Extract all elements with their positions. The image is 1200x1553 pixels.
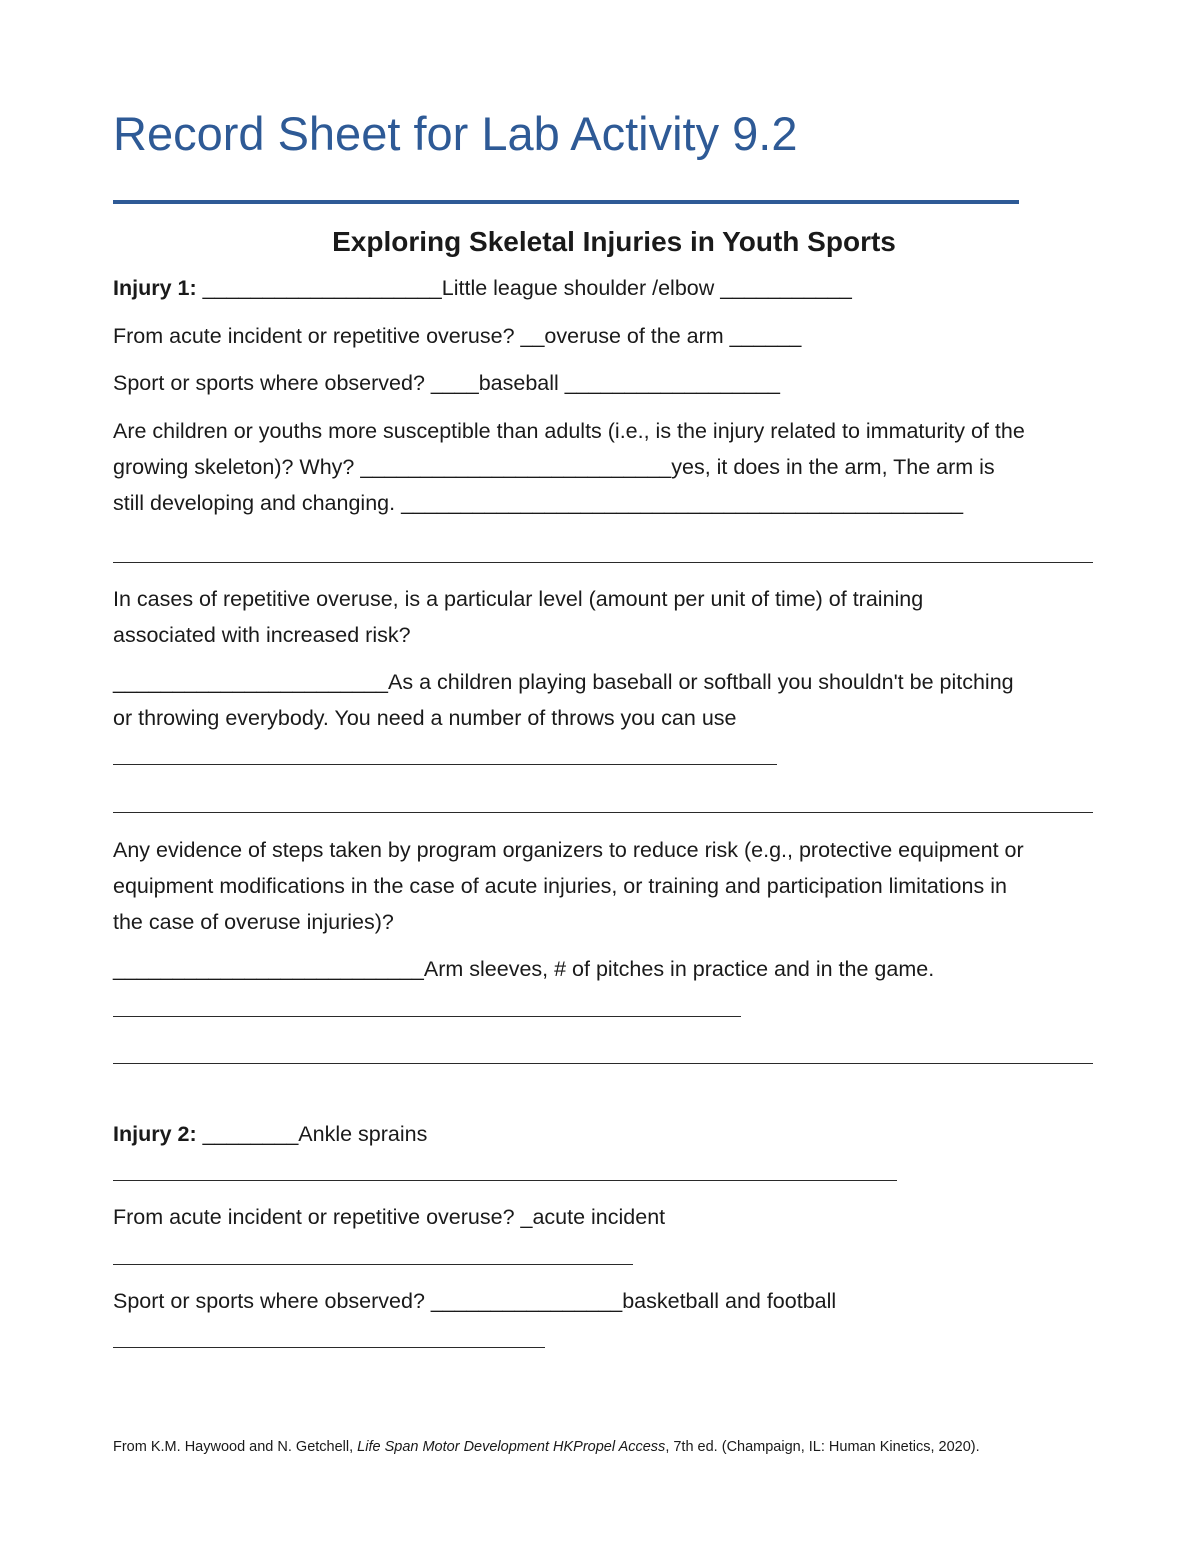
injury1-training-question-2: associated with increased risk?	[113, 623, 411, 647]
answer-blank-line	[113, 1264, 633, 1265]
injury1-evidence-question-3: the case of overuse injuries)?	[113, 910, 394, 934]
citation-suffix: , 7th ed. (Champaign, IL: Human Kinetics, 2020).	[665, 1439, 980, 1455]
page-title: Record Sheet for Lab Activity 9.2	[113, 107, 798, 160]
injury1-evidence-answer: __________________________Arm sleeves, # of pitches in practice and in the game.	[113, 957, 935, 981]
answer-blank-line	[113, 1180, 897, 1181]
injury1-sport-question: Sport or sports where observed? ____baseball __________________	[113, 371, 781, 395]
injury2-sport-question: Sport or sports where observed? ________________basketball and football	[113, 1289, 837, 1313]
answer-blank-line	[113, 1347, 545, 1348]
page-subtitle: Exploring Skeletal Injuries in Youth Sports	[332, 226, 896, 257]
injury1-training-question-1: In cases of repetitive overuse, is a particular level (amount per unit of time) of training	[113, 587, 924, 611]
injury2-acute-question: From acute incident or repetitive overuse? _acute incident	[113, 1205, 666, 1229]
source-citation	[113, 1439, 980, 1455]
injury1-susceptible-question-1: Are children or youths more susceptible than adults (i.e., is the injury related to immaturity of the	[113, 419, 1025, 443]
injury1-line	[113, 275, 852, 301]
injury1-susceptible-question-2: growing skeleton)? Why? __________________________yes, it does in the arm, The arm is	[113, 455, 995, 479]
injury1-acute-question: From acute incident or repetitive overuse? __overuse of the arm ______	[113, 324, 802, 348]
injury1-training-answer-1: _______________________As a children playing baseball or softball you shouldn't be pitching	[113, 670, 1014, 694]
injury1-susceptible-question-3: still developing and changing. _______________________________________________	[113, 491, 964, 515]
injury1-evidence-question-2: equipment modifications in the case of acute injuries, or training and participation limitations in	[113, 874, 1007, 898]
citation-prefix: From K.M. Haywood and N. Getchell,	[113, 1439, 358, 1455]
answer-blank-line	[113, 1016, 741, 1017]
answer-blank-line	[113, 1063, 1093, 1064]
answer-blank-line	[113, 764, 777, 765]
injury1-label: Injury 1:	[113, 276, 197, 300]
citation-book-title: Life Span Motor Development HKPropel Access	[357, 1439, 666, 1455]
answer-blank-line	[113, 812, 1093, 813]
injury1-evidence-question-1: Any evidence of steps taken by program organizers to reduce risk (e.g., protective equipment or	[113, 838, 1024, 862]
answer-blank-line	[113, 562, 1093, 563]
injury2-answer: ________Ankle sprains	[196, 1122, 428, 1146]
injury1-training-answer-2: or throwing everybody. You need a number of throws you can use	[113, 706, 737, 730]
injury1-answer: ____________________Little league shoulder /elbow ___________	[196, 276, 852, 300]
injury2-line	[113, 1121, 427, 1147]
title-underline	[113, 200, 1019, 204]
injury2-label: Injury 2:	[113, 1122, 197, 1146]
